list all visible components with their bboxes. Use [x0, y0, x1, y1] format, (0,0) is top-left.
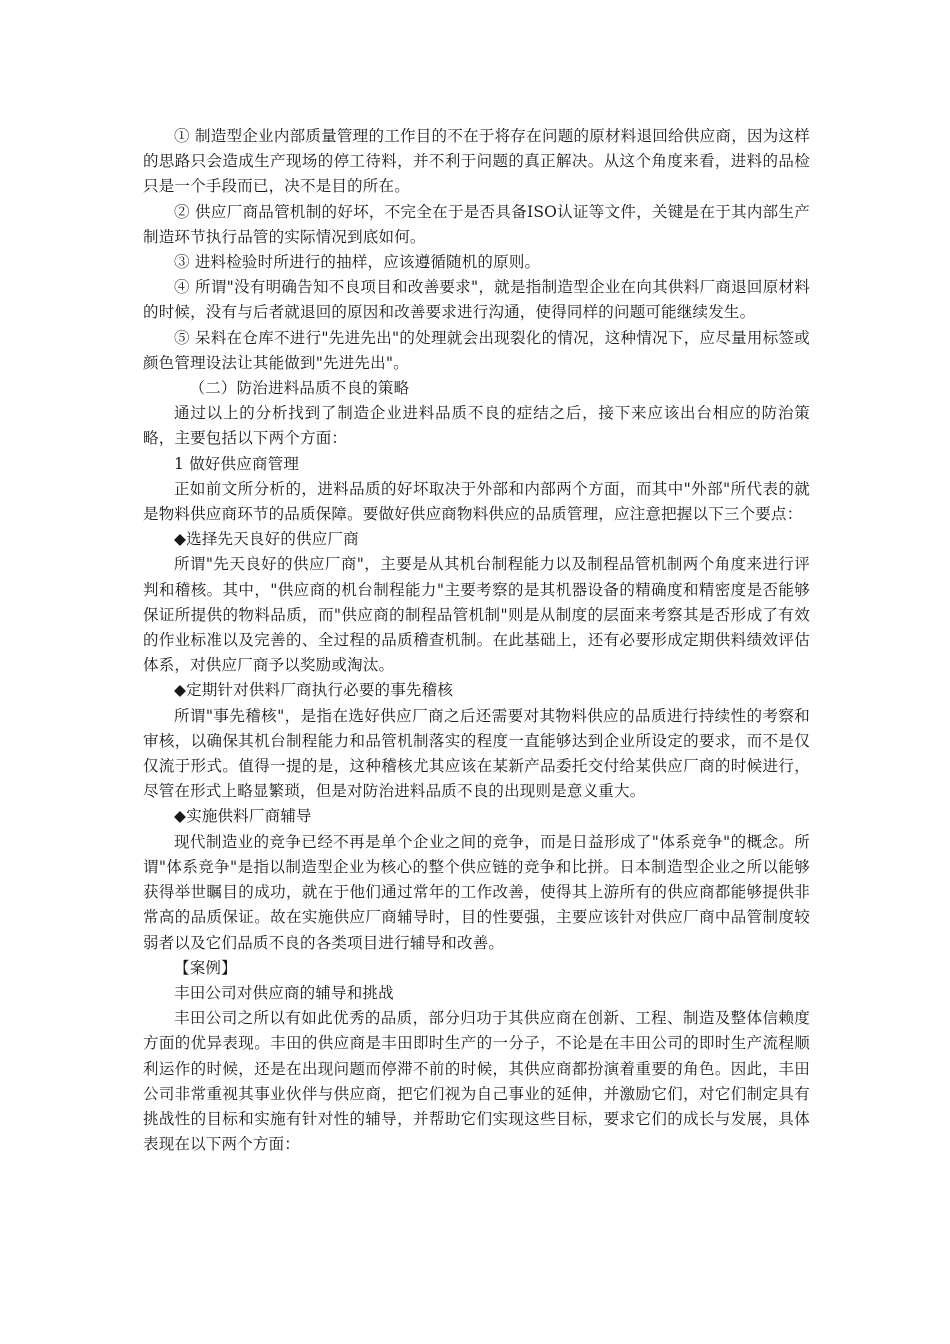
paragraph-coaching: 现代制造业的竞争已经不再是单个企业之间的竞争，而是日益形成了"体系竞争"的概念。所谓"体系竞争"是指以制造型企业为核心的整个供应链的竞争和比拼。日本制造型企业之所以能够获得举世瞩目的成功，就在于他们通过常年的工作改善，使得其上游所有的供应商都能够提供非常高的品质保证。故在实施供应厂商辅导时，目的性要强，主要应该针对供应厂商中品管制度较弱者以及它们品质不良的各类项目进行辅导和改善。: [143, 832, 810, 952]
bullet-heading-audit: ◆定期针对供料厂商执行必要的事先稽核: [174, 681, 454, 700]
paragraph-point-2: ② 供应厂商品管机制的好坏，不完全在于是否具备ISO认证等文件，关键是在于其内部生产制造环节执行品管的实际情况到底如何。: [143, 202, 810, 246]
paragraph-point-5: ⑤ 呆料在仓库不进行"先进先出"的处理就会出现裂化的情况，这种情况下，应尽量用标签或颜色管理设法让其能做到"先进先出"。: [143, 328, 810, 372]
paragraph-case-toyota: 丰田公司之所以有如此优秀的品质，部分归功于其供应商在创新、工程、制造及整体信赖度方面的优异表现。丰田的供应商是丰田即时生产的一分子，不论是在丰田公司的即时生产流程顺利运作的时候，还是在出现问题而停滞不前的时候，其供应商都扮演着重要的角色。因此，丰田公司非常重视其事业伙伴与供应商，把它们视为自己事业的延伸，并激励它们，对它们制定具有挑战性的目标和实施有针对性的辅导，并帮助它们实现这些目标，要求它们的成长与发展，具体表现在以下两个方面：: [143, 1009, 810, 1154]
paragraph-supplier-management: 正如前文所分析的，进料品质的好坏取决于外部和内部两个方面，而其中"外部"所代表的就是物料供应商环节的品质保障。要做好供应商物料供应的品质管理，应注意把握以下三个要点：: [143, 479, 810, 524]
paragraph-select-supplier: 所谓"先天良好的供应厂商"，主要是从其机台制程能力以及制程品管机制两个角度来进行评判和稽核。其中，"供应商的机台制程能力"主要考察的是其机器设备的精确度和精密度是否能够保证所提供的物料品质，而"供应商的制程品管机制"则是从制度的层面来考察其是否形成了有效的作业标准以及完善的、全过程的品质稽查机制。在此基础上，还有必要形成定期供料绩效评估体系，对供应厂商予以奖励或淘汰。: [143, 555, 810, 675]
subheading-supplier-management: 1 做好供应商管理: [174, 454, 300, 473]
paragraph-point-1: ① 制造型企业内部质量管理的工作目的不在于将存在问题的原材料退回给供应商，因为这样的思路只会造成生产现场的停工待料，并不利于问题的真正解决。从这个角度来看，进料的品检只是一个手段而已，决不是目的所在。: [143, 127, 810, 196]
paragraph-audit: 所谓"事先稽核"，是指在选好供应厂商之后还需要对其物料供应的品质进行持续性的考察和审核，以确保其机台制程能力和品管机制落实的程度一直能够达到企业所设定的要求，而不是仅仅流于形式。值得一提的是，这种稽核尤其应该在某新产品委托交付给某供应厂商的时候进行，尽管在形式上略显繁琐，但是对防治进料品质不良的出现则是意义重大。: [143, 706, 810, 801]
paragraph-intro-strategy: 通过以上的分析找到了制造企业进料品质不良的症结之后，接下来应该出台相应的防治策略，主要包括以下两个方面：: [143, 404, 810, 448]
case-title: 丰田公司对供应商的辅导和挑战: [174, 983, 394, 1002]
section-heading-strategy: （二）防治进料品质不良的策略: [189, 379, 410, 398]
case-label: 【案例】: [174, 958, 237, 977]
paragraph-point-3: ③ 进料检验时所进行的抽样，应该遵循随机的原则。: [174, 253, 541, 272]
paragraph-point-4: ④ 所谓"没有明确告知不良项目和改善要求"，就是指制造型企业在向其供料厂商退回原材料的时候，没有与后者就退回的原因和改善要求进行沟通，使得同样的问题可能继续发生。: [143, 278, 810, 322]
bullet-heading-coaching: ◆实施供料厂商辅导: [174, 807, 312, 826]
bullet-heading-select-supplier: ◆选择先天良好的供应厂商: [174, 530, 359, 549]
